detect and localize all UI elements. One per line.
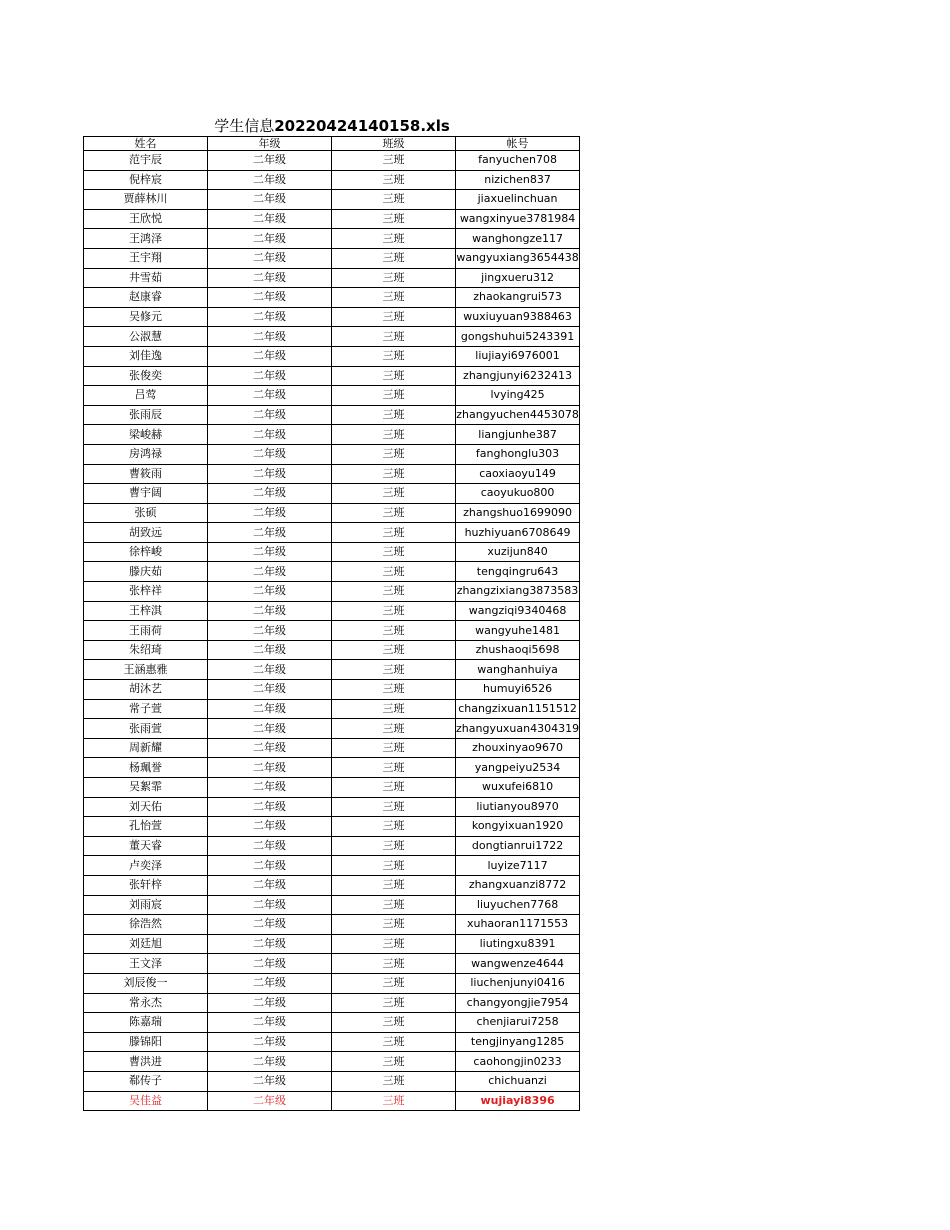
cell-account: yangpeiyu2534 <box>456 758 580 778</box>
sheet-title-filename: 20220424140158.xls <box>274 117 450 135</box>
cell-name: 董天睿 <box>84 836 208 856</box>
cell-name: 吴佳益 <box>84 1091 208 1111</box>
cell-account: zhangshuo1699090 <box>456 503 580 523</box>
cell-name: 吴絮霏 <box>84 778 208 798</box>
cell-class: 三班 <box>332 934 456 954</box>
cell-account: xuzijun840 <box>456 542 580 562</box>
sheet-title-prefix: 学生信息 <box>214 117 275 135</box>
cell-grade: 二年级 <box>208 895 332 915</box>
table-row <box>84 660 580 680</box>
cell-account: fanghonglu303 <box>456 444 580 464</box>
cell-name: 公淑慧 <box>84 327 208 347</box>
table-row <box>84 248 580 268</box>
cell-account: dongtianrui1722 <box>456 836 580 856</box>
table-row <box>84 405 580 425</box>
table-row <box>84 895 580 915</box>
table-row <box>84 503 580 523</box>
cell-grade: 二年级 <box>208 797 332 817</box>
cell-account: zhangzixiang3873583 <box>456 582 580 602</box>
cell-account: liuchenjunyi0416 <box>456 973 580 993</box>
cell-class: 三班 <box>332 170 456 190</box>
cell-account: wangziqi9340468 <box>456 601 580 621</box>
cell-grade: 二年级 <box>208 1091 332 1111</box>
sheet-title <box>84 116 580 137</box>
table-row <box>84 190 580 210</box>
header-class: 班级 <box>332 137 456 151</box>
cell-grade: 二年级 <box>208 229 332 249</box>
cell-name: 王鸿泽 <box>84 229 208 249</box>
table-row <box>84 229 580 249</box>
cell-class: 三班 <box>332 503 456 523</box>
cell-name: 滕庆茹 <box>84 562 208 582</box>
cell-account: wuxiuyuan9388463 <box>456 307 580 327</box>
cell-name: 张雨辰 <box>84 405 208 425</box>
table-row <box>84 366 580 386</box>
table-row <box>84 719 580 739</box>
table-row <box>84 797 580 817</box>
cell-class: 三班 <box>332 856 456 876</box>
cell-account: chenjiarui7258 <box>456 1013 580 1033</box>
cell-name: 赵康睿 <box>84 288 208 308</box>
table-row <box>84 817 580 837</box>
table-row <box>84 209 580 229</box>
cell-name: 周新耀 <box>84 738 208 758</box>
cell-account: fanyuchen708 <box>456 151 580 171</box>
cell-grade: 二年级 <box>208 151 332 171</box>
table-row <box>84 484 580 504</box>
table-row <box>84 170 580 190</box>
cell-account: tengqingru643 <box>456 562 580 582</box>
header-grade: 年级 <box>208 137 332 151</box>
cell-account: huzhiyuan6708649 <box>456 523 580 543</box>
cell-name: 胡致远 <box>84 523 208 543</box>
cell-grade: 二年级 <box>208 386 332 406</box>
cell-account: caohongjin0233 <box>456 1052 580 1072</box>
cell-grade: 二年级 <box>208 327 332 347</box>
cell-grade: 二年级 <box>208 973 332 993</box>
cell-name: 胡沐艺 <box>84 680 208 700</box>
table-row <box>84 680 580 700</box>
header-row <box>84 137 580 151</box>
cell-grade: 二年级 <box>208 875 332 895</box>
cell-name: 井雪茹 <box>84 268 208 288</box>
cell-account: lvying425 <box>456 386 580 406</box>
header-account: 帐号 <box>456 137 580 151</box>
cell-account: wanghanhuiya <box>456 660 580 680</box>
cell-account: kongyixuan1920 <box>456 817 580 837</box>
cell-grade: 二年级 <box>208 366 332 386</box>
table-row <box>84 523 580 543</box>
cell-account: zhaokangrui573 <box>456 288 580 308</box>
cell-name: 陈嘉瑞 <box>84 1013 208 1033</box>
table-row <box>84 738 580 758</box>
cell-name: 贾薛林川 <box>84 190 208 210</box>
table-row <box>84 856 580 876</box>
cell-name: 杨珮誉 <box>84 758 208 778</box>
table-row <box>84 758 580 778</box>
cell-name: 刘天佑 <box>84 797 208 817</box>
cell-name: 房鸿禄 <box>84 444 208 464</box>
cell-class: 三班 <box>332 248 456 268</box>
cell-name: 孔怡萱 <box>84 817 208 837</box>
cell-grade: 二年级 <box>208 621 332 641</box>
table-row <box>84 621 580 641</box>
cell-account: zhangyuchen4453078 <box>456 405 580 425</box>
cell-name: 范宇辰 <box>84 151 208 171</box>
cell-grade: 二年级 <box>208 464 332 484</box>
table-row <box>84 1032 580 1052</box>
table-row <box>84 444 580 464</box>
cell-account: changyongjie7954 <box>456 993 580 1013</box>
cell-account: chichuanzi <box>456 1071 580 1091</box>
cell-account: jiaxuelinchuan <box>456 190 580 210</box>
cell-class: 三班 <box>332 738 456 758</box>
cell-name: 王宇翔 <box>84 248 208 268</box>
cell-grade: 二年级 <box>208 1013 332 1033</box>
cell-class: 三班 <box>332 582 456 602</box>
cell-class: 三班 <box>332 660 456 680</box>
cell-grade: 二年级 <box>208 934 332 954</box>
cell-class: 三班 <box>332 680 456 700</box>
cell-grade: 二年级 <box>208 170 332 190</box>
cell-name: 刘佳逸 <box>84 346 208 366</box>
cell-account: liangjunhe387 <box>456 425 580 445</box>
cell-name: 张雨萱 <box>84 719 208 739</box>
cell-class: 三班 <box>332 797 456 817</box>
cell-class: 三班 <box>332 778 456 798</box>
cell-account: luyize7117 <box>456 856 580 876</box>
cell-name: 曹洪进 <box>84 1052 208 1072</box>
table-row <box>84 464 580 484</box>
cell-account: liutingxu8391 <box>456 934 580 954</box>
cell-grade: 二年级 <box>208 640 332 660</box>
cell-grade: 二年级 <box>208 817 332 837</box>
cell-class: 三班 <box>332 817 456 837</box>
cell-name: 吕莺 <box>84 386 208 406</box>
cell-account: wangxinyue3781984 <box>456 209 580 229</box>
cell-class: 三班 <box>332 1052 456 1072</box>
cell-name: 张俊奕 <box>84 366 208 386</box>
cell-name: 徐梓峻 <box>84 542 208 562</box>
cell-grade: 二年级 <box>208 562 332 582</box>
table-row <box>84 601 580 621</box>
cell-class: 三班 <box>332 601 456 621</box>
cell-account: wuxufei6810 <box>456 778 580 798</box>
cell-grade: 二年级 <box>208 288 332 308</box>
table-row <box>84 542 580 562</box>
table-row <box>84 640 580 660</box>
cell-account: zhushaoqi5698 <box>456 640 580 660</box>
cell-class: 三班 <box>332 209 456 229</box>
cell-grade: 二年级 <box>208 209 332 229</box>
cell-name: 张梓祥 <box>84 582 208 602</box>
cell-class: 三班 <box>332 523 456 543</box>
cell-account: zhangjunyi6232413 <box>456 366 580 386</box>
cell-name: 倪梓宸 <box>84 170 208 190</box>
cell-grade: 二年级 <box>208 993 332 1013</box>
table-row <box>84 1071 580 1091</box>
cell-class: 三班 <box>332 758 456 778</box>
table-row <box>84 425 580 445</box>
cell-account: zhangxuanzi8772 <box>456 875 580 895</box>
cell-name: 王文泽 <box>84 954 208 974</box>
cell-class: 三班 <box>332 151 456 171</box>
cell-account: nizichen837 <box>456 170 580 190</box>
table-row <box>84 993 580 1013</box>
cell-grade: 二年级 <box>208 836 332 856</box>
cell-name: 王涵惠雅 <box>84 660 208 680</box>
cell-class: 三班 <box>332 386 456 406</box>
cell-grade: 二年级 <box>208 425 332 445</box>
cell-class: 三班 <box>332 621 456 641</box>
cell-grade: 二年级 <box>208 680 332 700</box>
cell-class: 三班 <box>332 307 456 327</box>
cell-grade: 二年级 <box>208 601 332 621</box>
cell-name: 曹筱雨 <box>84 464 208 484</box>
cell-class: 三班 <box>332 954 456 974</box>
table-row <box>84 346 580 366</box>
table-row <box>84 836 580 856</box>
table-row <box>84 288 580 308</box>
table-row <box>84 562 580 582</box>
cell-name: 刘雨宸 <box>84 895 208 915</box>
cell-name: 卢奕泽 <box>84 856 208 876</box>
cell-class: 三班 <box>332 915 456 935</box>
cell-grade: 二年级 <box>208 699 332 719</box>
cell-grade: 二年级 <box>208 915 332 935</box>
student-table <box>83 136 580 1111</box>
header-name: 姓名 <box>84 137 208 151</box>
cell-class: 三班 <box>332 875 456 895</box>
cell-grade: 二年级 <box>208 307 332 327</box>
cell-name: 梁峻赫 <box>84 425 208 445</box>
cell-name: 王梓淇 <box>84 601 208 621</box>
table-row <box>84 875 580 895</box>
cell-name: 曹宇阔 <box>84 484 208 504</box>
cell-class: 三班 <box>332 444 456 464</box>
cell-name: 常子萱 <box>84 699 208 719</box>
cell-account: wangyuxiang3654438 <box>456 248 580 268</box>
table-row <box>84 973 580 993</box>
cell-grade: 二年级 <box>208 542 332 562</box>
cell-class: 三班 <box>332 895 456 915</box>
cell-grade: 二年级 <box>208 778 332 798</box>
cell-name: 徐浩然 <box>84 915 208 935</box>
table-row <box>84 934 580 954</box>
cell-class: 三班 <box>332 405 456 425</box>
cell-grade: 二年级 <box>208 758 332 778</box>
cell-grade: 二年级 <box>208 582 332 602</box>
cell-account: caoxiaoyu149 <box>456 464 580 484</box>
cell-class: 三班 <box>332 699 456 719</box>
cell-class: 三班 <box>332 327 456 347</box>
table-row <box>84 778 580 798</box>
cell-account: liutianyou8970 <box>456 797 580 817</box>
cell-name: 滕锦阳 <box>84 1032 208 1052</box>
cell-class: 三班 <box>332 425 456 445</box>
cell-name: 刘廷旭 <box>84 934 208 954</box>
cell-class: 三班 <box>332 542 456 562</box>
cell-grade: 二年级 <box>208 190 332 210</box>
cell-class: 三班 <box>332 1071 456 1091</box>
cell-account: wangwenze4644 <box>456 954 580 974</box>
table-row <box>84 915 580 935</box>
table-row <box>84 1013 580 1033</box>
cell-grade: 二年级 <box>208 503 332 523</box>
cell-class: 三班 <box>332 346 456 366</box>
cell-account: wanghongze117 <box>456 229 580 249</box>
cell-grade: 二年级 <box>208 268 332 288</box>
cell-class: 三班 <box>332 993 456 1013</box>
table-row <box>84 582 580 602</box>
cell-name: 王欣悦 <box>84 209 208 229</box>
cell-class: 三班 <box>332 719 456 739</box>
cell-class: 三班 <box>332 268 456 288</box>
cell-grade: 二年级 <box>208 405 332 425</box>
cell-class: 三班 <box>332 836 456 856</box>
table-row <box>84 699 580 719</box>
table-row <box>84 268 580 288</box>
cell-name: 张轩梓 <box>84 875 208 895</box>
table-row <box>84 307 580 327</box>
cell-account: xuhaoran1171553 <box>456 915 580 935</box>
cell-grade: 二年级 <box>208 954 332 974</box>
cell-class: 三班 <box>332 1013 456 1033</box>
table-row <box>84 954 580 974</box>
cell-grade: 二年级 <box>208 346 332 366</box>
cell-class: 三班 <box>332 1091 456 1111</box>
cell-account: changzixuan1151512 <box>456 699 580 719</box>
cell-account: jingxueru312 <box>456 268 580 288</box>
table-row <box>84 327 580 347</box>
cell-account: caoyukuo800 <box>456 484 580 504</box>
cell-class: 三班 <box>332 640 456 660</box>
cell-name: 常永杰 <box>84 993 208 1013</box>
cell-account: gongshuhui5243391 <box>456 327 580 347</box>
cell-account: zhouxinyao9670 <box>456 738 580 758</box>
cell-account: zhangyuxuan4304319 <box>456 719 580 739</box>
cell-grade: 二年级 <box>208 523 332 543</box>
cell-account: wujiayi8396 <box>456 1091 580 1111</box>
cell-account: humuyi6526 <box>456 680 580 700</box>
cell-account: liujiayi6976001 <box>456 346 580 366</box>
cell-grade: 二年级 <box>208 1032 332 1052</box>
cell-name: 朱绍琦 <box>84 640 208 660</box>
cell-account: tengjinyang1285 <box>456 1032 580 1052</box>
cell-class: 三班 <box>332 484 456 504</box>
cell-class: 三班 <box>332 464 456 484</box>
cell-grade: 二年级 <box>208 1071 332 1091</box>
cell-class: 三班 <box>332 288 456 308</box>
cell-class: 三班 <box>332 1032 456 1052</box>
cell-class: 三班 <box>332 229 456 249</box>
cell-class: 三班 <box>332 973 456 993</box>
cell-account: liuyuchen7768 <box>456 895 580 915</box>
cell-class: 三班 <box>332 190 456 210</box>
cell-name: 张硕 <box>84 503 208 523</box>
cell-grade: 二年级 <box>208 248 332 268</box>
cell-grade: 二年级 <box>208 719 332 739</box>
table-row <box>84 1052 580 1072</box>
cell-name: 吴修元 <box>84 307 208 327</box>
cell-name: 刘辰俊一 <box>84 973 208 993</box>
cell-account: wangyuhe1481 <box>456 621 580 641</box>
cell-class: 三班 <box>332 562 456 582</box>
cell-class: 三班 <box>332 366 456 386</box>
cell-name: 王雨荷 <box>84 621 208 641</box>
cell-grade: 二年级 <box>208 738 332 758</box>
table-row <box>84 1091 580 1111</box>
cell-name: 郗传子 <box>84 1071 208 1091</box>
cell-grade: 二年级 <box>208 660 332 680</box>
cell-grade: 二年级 <box>208 484 332 504</box>
cell-grade: 二年级 <box>208 1052 332 1072</box>
table-row <box>84 151 580 171</box>
table-row <box>84 386 580 406</box>
cell-grade: 二年级 <box>208 444 332 464</box>
cell-grade: 二年级 <box>208 856 332 876</box>
